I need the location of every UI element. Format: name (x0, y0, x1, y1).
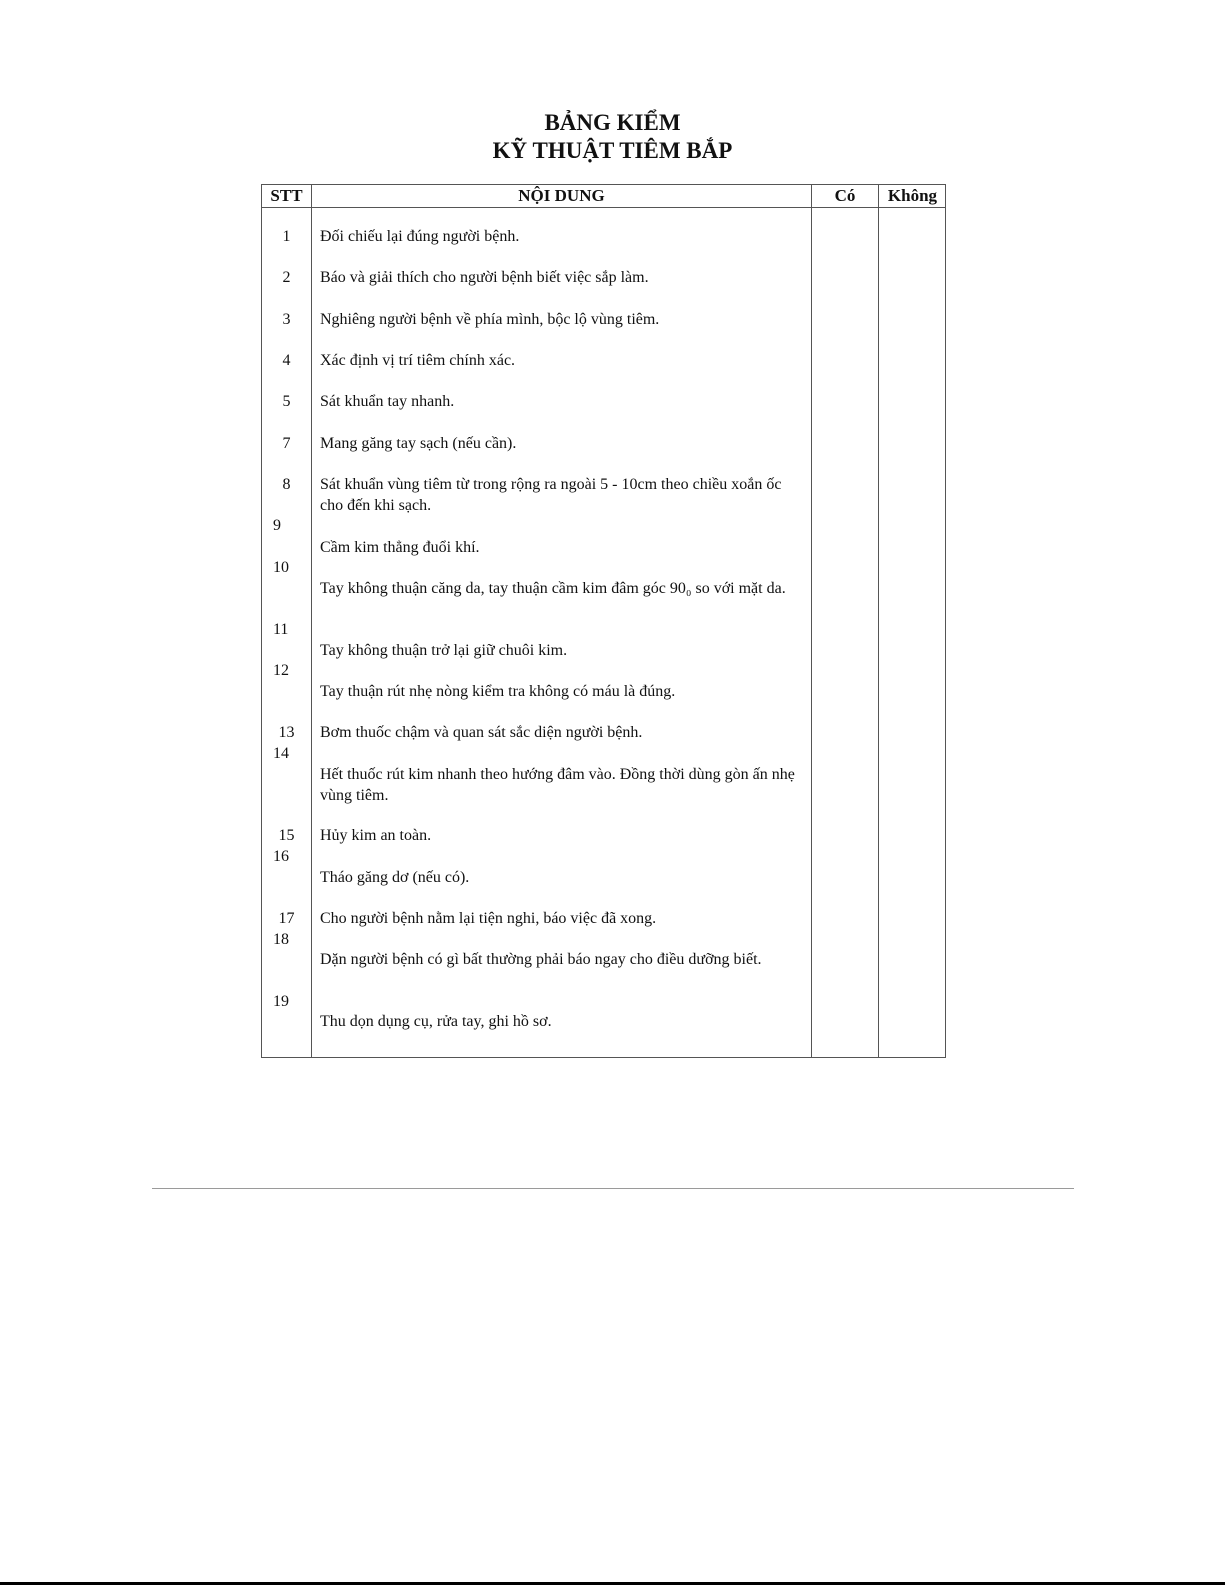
row-content: Tay không thuận căng da, tay thuận cầm kim đâm góc 90₀ so với mặt da. (320, 580, 786, 597)
row-content: Hết thuốc rút kim nhanh theo hướng đâm vào. Đồng thời dùng gòn ấn nhẹ vùng tiêm. (320, 766, 795, 804)
row-content: Cầm kim thẳng đuổi khí. (320, 539, 480, 556)
row-content: Hủy kim an toàn. (320, 827, 432, 844)
header-divider (262, 207, 945, 208)
row-number: 1 (282, 228, 291, 245)
row-number: 12 (273, 662, 289, 679)
row-content: Mang găng tay sạch (nếu cần). (320, 435, 517, 452)
row-number: 10 (273, 559, 289, 576)
row-number: 7 (282, 435, 291, 452)
checklist-table (261, 184, 946, 1058)
page-subtitle: KỸ THUẬT TIÊM BẮP (492, 138, 733, 163)
row-number: 13 (278, 724, 295, 741)
page-title: BẢNG KIỂM (544, 110, 681, 135)
row-number: 17 (278, 910, 295, 927)
row-number: 9 (273, 517, 281, 534)
row-content: Bơm thuốc chậm và quan sát sắc diện người bệnh. (320, 724, 643, 741)
row-content: Dặn người bệnh có gì bất thường phải báo ngay cho điều dưỡng biết. (320, 951, 762, 968)
row-content: Tay không thuận trở lại giữ chuôi kim. (320, 642, 568, 659)
row-number: 18 (273, 931, 289, 948)
row-content: Tay thuận rút nhẹ nòng kiểm tra không có máu là đúng. (320, 683, 676, 700)
row-content: Báo và giải thích cho người bệnh biết việc sắp làm. (320, 269, 649, 286)
row-number: 3 (282, 311, 291, 328)
row-content: Thu dọn dụng cụ, rửa tay, ghi hồ sơ. (320, 1013, 552, 1030)
row-number: 2 (282, 269, 291, 286)
row-content: Cho người bệnh nằm lại tiện nghi, báo việc đã xong. (320, 910, 657, 927)
row-number: 16 (273, 848, 289, 865)
header-yes: Có (834, 186, 856, 205)
column-divider (811, 185, 812, 1057)
row-content: Tháo găng dơ (nếu có). (320, 869, 470, 886)
row-content: Sát khuẩn tay nhanh. (320, 393, 455, 410)
header-content: NỘI DUNG (518, 186, 605, 205)
row-number: 5 (282, 393, 291, 410)
row-number: 19 (273, 993, 289, 1010)
row-content: Nghiêng người bệnh về phía mình, bộc lộ vùng tiêm. (320, 311, 660, 328)
row-number: 11 (273, 621, 289, 638)
row-content: Xác định vị trí tiêm chính xác. (320, 352, 516, 369)
header-no: Không (887, 186, 938, 205)
page-separator (152, 1188, 1074, 1189)
row-content: Sát khuẩn vùng tiêm từ trong rộng ra ngoài 5 - 10cm theo chiều xoắn ốc cho đến khi sạch. (320, 476, 782, 514)
row-number: 15 (278, 827, 295, 844)
row-number: 14 (273, 745, 289, 762)
row-content: Đối chiếu lại đúng người bệnh. (320, 228, 520, 245)
row-number: 8 (282, 476, 291, 493)
column-divider (878, 185, 879, 1057)
header-stt: STT (270, 186, 303, 205)
row-number: 4 (282, 352, 291, 369)
